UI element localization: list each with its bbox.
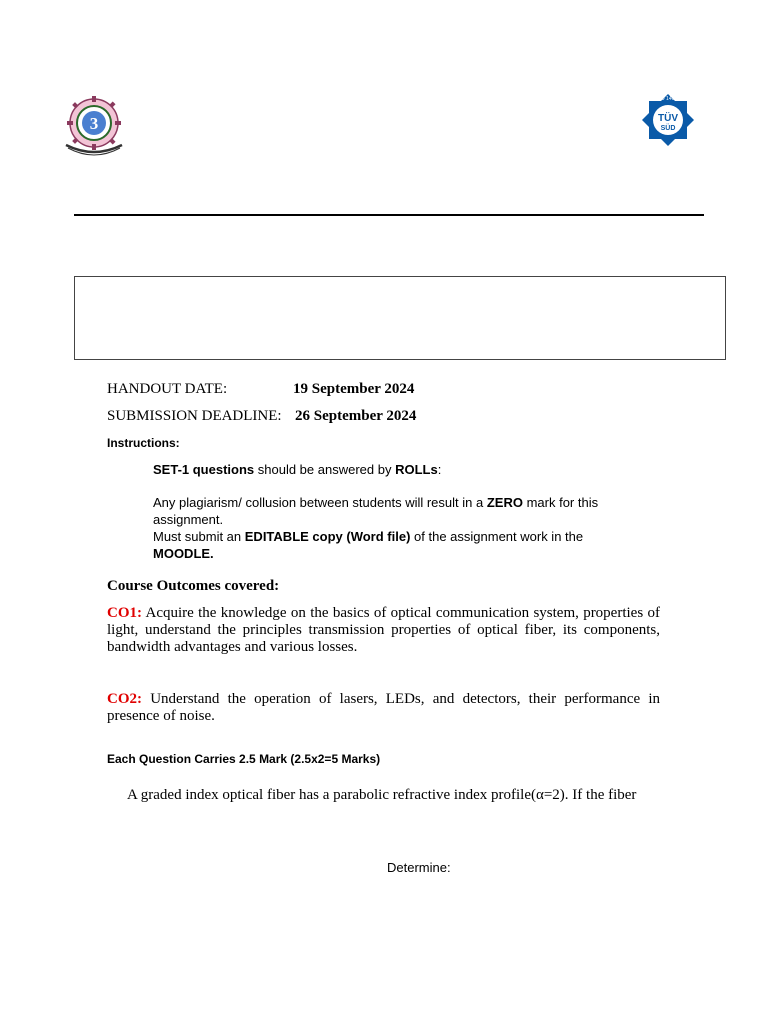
instruction-plagiarism: Any plagiarism/ collusion between students will result in a ZERO mark for this assignment. Must submit an EDITABLE copy (Word file) of the assignment work in the MOODLE.	[153, 495, 599, 561]
course-outcomes-heading: Course Outcomes covered:	[107, 578, 280, 594]
submission-deadline-label: SUBMISSION DEADLINE:	[107, 408, 282, 424]
svg-text:TÜV: TÜV	[658, 113, 678, 124]
determine-label: Determine:	[387, 860, 451, 875]
svg-text:ISO 14001: ISO 14001	[656, 96, 680, 102]
co2-code: CO2:	[107, 691, 142, 707]
co1-text: Acquire the knowledge on the basics of optical communication system, properties of light, understand the principles transmission properties of optical fiber, its components, bandwidth advantages and various losses.	[107, 605, 660, 655]
header-divider	[74, 214, 704, 216]
question-text: A graded index optical fiber has a parabolic refractive index profile(α=2). If the fiber	[127, 787, 637, 803]
title-box	[74, 276, 726, 360]
handout-date-value: 19 September 2024	[293, 381, 415, 397]
instructions-label: Instructions:	[107, 436, 180, 450]
co2-text: Understand the operation of lasers, LEDs, and detectors, their performance in presence of noise.	[107, 691, 661, 724]
instruction-set1: SET-1 questions should be answered by ROLLs:	[153, 462, 442, 477]
submission-deadline-value: 26 September 2024	[295, 408, 417, 424]
handout-date-label: HANDOUT DATE:	[107, 381, 228, 397]
set1-questions-text: SET-1 questions	[153, 462, 255, 477]
svg-text:SÜD: SÜD	[660, 125, 676, 132]
co2-paragraph	[107, 691, 660, 725]
svg-text:3: 3	[89, 114, 99, 133]
co1-paragraph	[107, 605, 660, 656]
institution-emblem-logo	[58, 95, 130, 157]
co1-code: CO1:	[107, 605, 142, 621]
marks-note: Each Question Carries 2.5 Mark (2.5x2=5 Marks)	[107, 752, 381, 766]
tuv-certification-logo	[641, 93, 695, 147]
